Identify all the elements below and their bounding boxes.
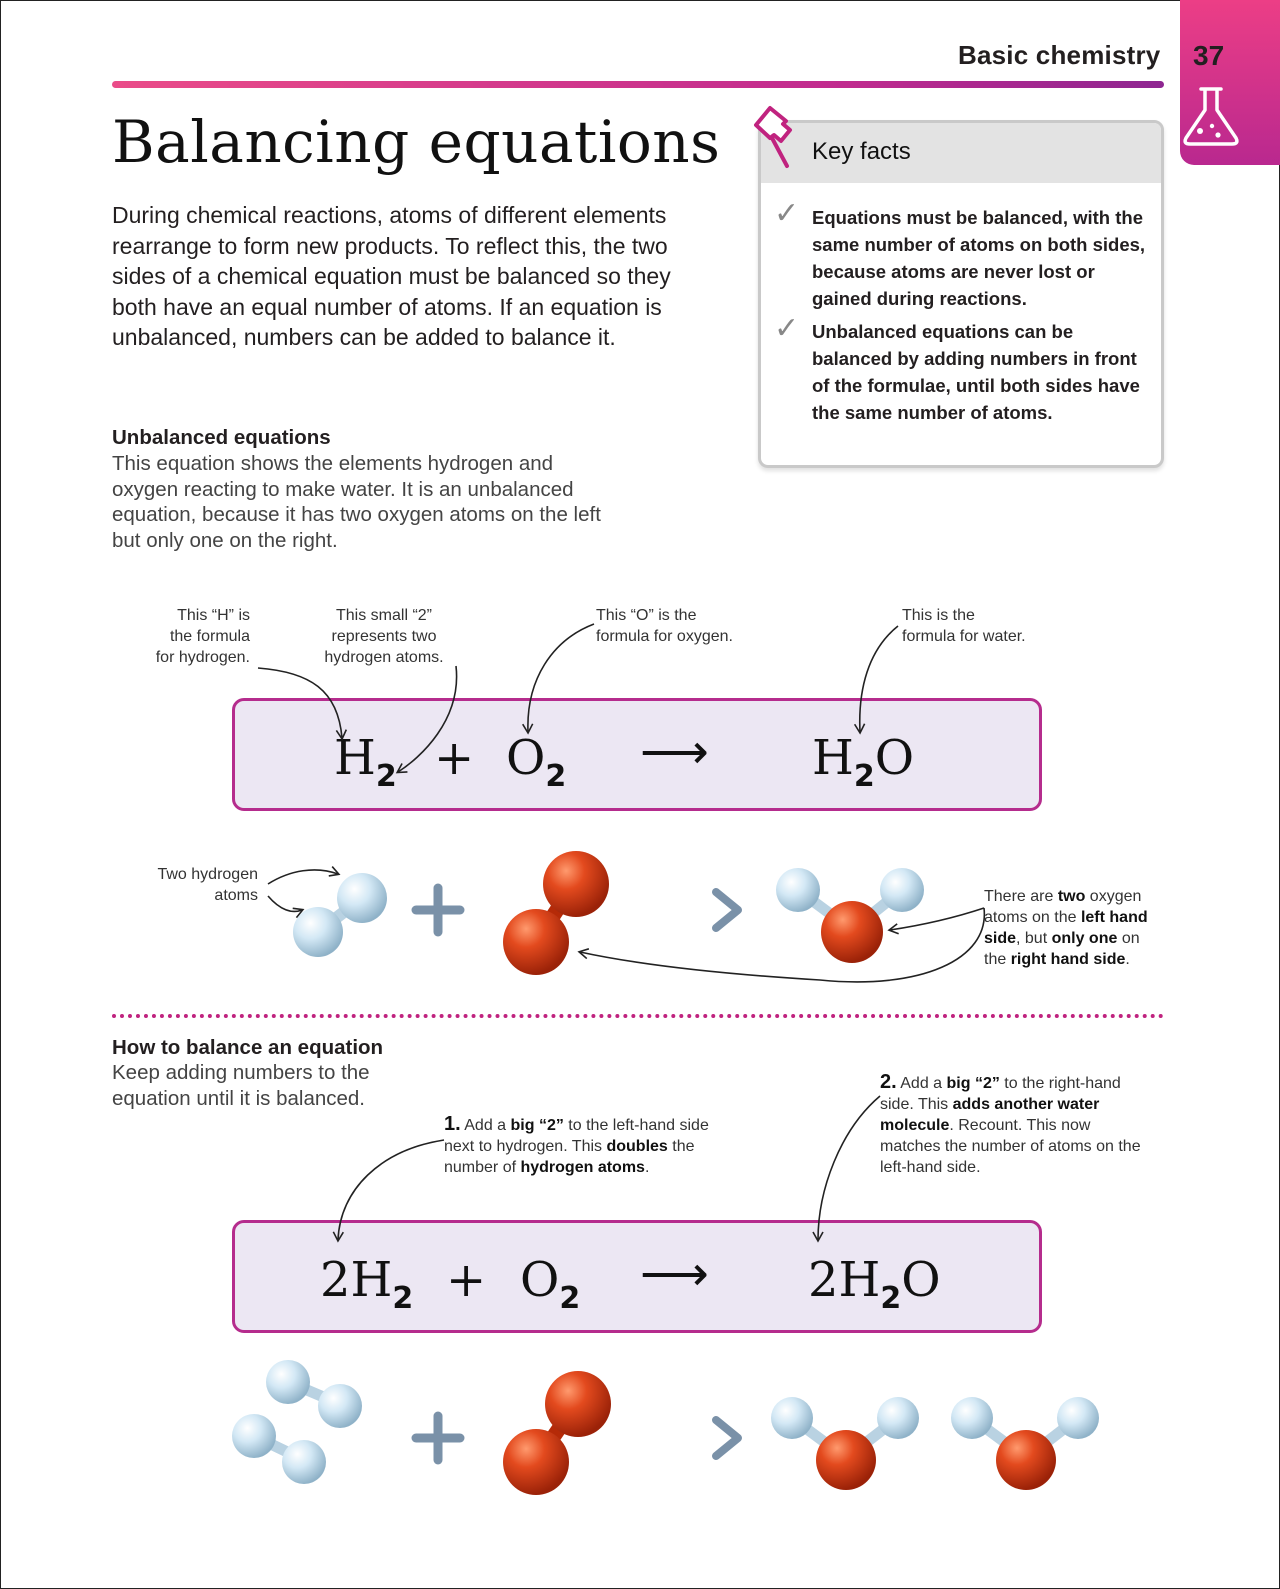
unbalanced-heading: Unbalanced equations [112, 426, 331, 449]
page-title: Balancing equations [112, 108, 721, 176]
header-rule [112, 81, 1164, 88]
equation-plus: + [434, 730, 475, 786]
intro-paragraph: During chemical reactions, atoms of different elements rearrange to form new products. To reflect this, the two sides of a chemical equation must be balanced so they both have an equal number of atoms. If an equation is unbalanced, numbers can be added to balance it. [112, 202, 671, 350]
annotation-water: This is the formula for water. [902, 607, 1026, 645]
annotation-oxygen-count: There are two oxygen atoms on the left hand side, but only one on the right hand side. [984, 888, 1148, 968]
equation-h2: $H_2$ [334, 730, 397, 794]
equation-2h2: $2H_2$ [320, 1252, 414, 1316]
annotation-o: This “O” is the formula for oxygen. [596, 607, 733, 645]
balance-text: Keep adding numbers to the equation until it is balanced. [112, 1061, 370, 1110]
equation-arrow: ⟶ [640, 724, 709, 780]
annotation-hydrogen-atoms: Two hydrogen atoms [157, 866, 258, 904]
checkmark-icon: ✓ [774, 311, 800, 346]
balance-heading: How to balance an equation [112, 1036, 384, 1059]
equation-h2o: $H_2O$ [812, 730, 915, 794]
annotation-small-2: This small “2” represents two hydrogen atoms. [324, 607, 444, 666]
key-facts-title: Key facts [812, 138, 911, 165]
step-2-annotation: 2. Add a big “2” to the right-hand side. This adds another water molecule. Recount. This now matches the number of atoms on the left-hand side. [880, 1071, 1141, 1176]
section-title: Basic chemistry [958, 40, 1161, 70]
key-fact-2: Unbalanced equations can be balanced by adding numbers in front of the formulae, until both sides have the same number of atoms. [812, 321, 1140, 423]
page-number: 37 [1193, 40, 1225, 71]
key-fact-1: Equations must be balanced, with the same number of atoms on both sides, because atoms are never lost or gained during reactions. [812, 207, 1146, 309]
equation-o2: $O_2$ [506, 730, 567, 794]
step-1-annotation: 1. Add a big “2” to the left-hand side next to hydrogen. This doubles the number of hydrogen atoms. [444, 1113, 709, 1176]
section-divider [112, 1014, 1164, 1018]
equation-o2: $O_2$ [520, 1252, 581, 1316]
equation-2h2o: $2H_2O$ [808, 1252, 941, 1316]
equation-plus: + [446, 1252, 487, 1308]
checkmark-icon: ✓ [774, 196, 800, 231]
equation-arrow: ⟶ [640, 1246, 709, 1302]
annotation-h: This “H” is the formula for hydrogen. [155, 607, 250, 666]
unbalanced-text: This equation shows the elements hydrogen and oxygen reacting to make water. It is an unbalanced equation, because it has two oxygen atoms on the left but only one on the right. [112, 452, 601, 552]
page-tab [1180, 0, 1280, 165]
